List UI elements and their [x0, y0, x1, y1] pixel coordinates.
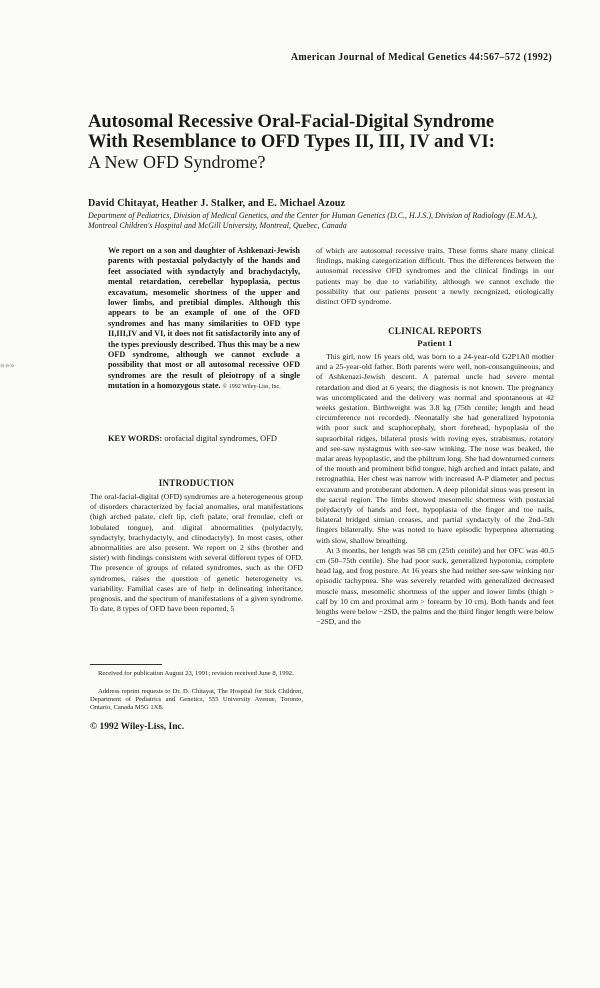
abstract-text: We report on a son and daughter of Ashkenazi-Jewish parents with postaxial polydactyly of the hands and feet associated with syndactyly and brachydactyly, mental retardation, cerebellar hypoplasia, pectus excavatum, mesomelic shortness of the upper and lower limbs, and pretibial dimples. Although this appears to be an example of one of the OFD syndromes and has many similarities to OFD type II,III,IV and VI, it does not fit satisfactorily into any of the types previously described. Thus this may be a new OFD syndrome, although we cannot exclude a possibility that most or all autosomal recessive OFD syndromes are the result of pleiotropy of a single mutation in a homozygous state. — [108, 246, 300, 391]
copyright-notice: © 1992 Wiley-Liss, Inc. — [90, 722, 185, 732]
introduction-body — [90, 492, 303, 614]
abstract-copyright-tag: © 1992 Wiley-Liss, Inc. — [222, 384, 281, 391]
introduction-heading: INTRODUCTION — [158, 478, 235, 488]
patient-1-heading: Patient 1 — [417, 338, 453, 348]
right-column-intro-continued — [316, 246, 554, 307]
abstract — [108, 246, 300, 393]
article-subtitle: A New OFD Syndrome? — [88, 152, 266, 172]
keywords-label: KEY WORDS: — [108, 434, 163, 443]
footnote-received: Received for publication August 23, 1991; revision received June 8, 1992. — [98, 670, 294, 677]
intro-continued-paragraph: of which are autosomal recessive traits. These forms share many clinical findings, making categorization difficult. Thus the differences between the autosomal recessive OFD syndromes and the clinical findings in our patients may be due to variability, although we cannot exclude the possibility that our patients present a newly recognized, etiologically distinct OFD syndrome. — [316, 246, 554, 307]
keywords-text: orofacial digital syndromes, OFD — [164, 434, 277, 443]
journal-header: American Journal of Medical Genetics 44:567–572 (1992) — [290, 52, 552, 63]
introduction-paragraph: The oral-facial-digital (OFD) syndromes are a heterogeneous group of disorders characterized by facial anomalies, oral manifestations (high arched palate, cleft lip, cleft palate, oral frenulae, cleft or lobulated tongue), and digital abnormalities (polydactyly, syndactyly, brachydactyly, and clinodactyly). In most cases, other abnormalities are also present. We report on 2 sibs (brother and sister) with findings consistent with several different types of OFD. The presence of groups of related syndromes, such as the OFD syndromes, raises the question of genetic heterogeneity vs. variability. Familial cases are of help in delineating inheritance, prognosis, and the spectrum of manifestations of a given syndrome. To date, 8 types of OFD have been reported, 5 — [90, 492, 303, 614]
keywords — [108, 434, 303, 445]
margin-scan-mark: »»» — [0, 361, 15, 370]
patient-1-paragraph-1: This girl, now 16 years old, was born to a 24-year-old G2P1A0 mother and a 25-year-old father. Both parents were well, non-consanguineous, and of Ashkenazi-Jewish descent. A paternal uncle had severe mental retardation and died at 6 years; the diagnosis is not known. The pregnancy was uncomplicated and the delivery was normal and spontaneous at 42 weeks gestation. Birthweight was 3.8 kg (75th centile; length and head circumference not recorded). Neonatally she had generalized hypotonia with poor suck and scaphocephaly, short forehead, hypoplasia of the supraorbital ridges, bilateral ptosis with roving eyes, strabismus, rotatory and see-saw nystagmus with see-saw winking. The nose was beaked, the malar areas hypoplastic, and the philtrum long. She had downturned corners of the mouth and prominent bifid tongue, high arched and intact palate, and retrognathia. Her chest was narrow with increased A-P diameter and pectus excavatum and protuberant abdomen. A deep pilonidal sinus was present in the sacral region. The limbs showed mesomelic shortness with postaxial polydactyly of hands and feet, hypoplasia of the finger and toe nails, bilateral bridged simian creases, and partial syndactyly of the 2nd–5th fingers bilaterally. She was noted to have episodic hyperpnea alternating with slow, shallow breathing. — [316, 352, 554, 545]
footnote-divider — [90, 664, 162, 665]
patient-1-paragraph-2: At 3 months, her length was 58 cm (25th centile) and her OFC was 40.5 cm (50–75th centile). She had poor suck, generalized hypotonia, complete head lag, and frog posture. At 16 years she had neither see-saw winking nor episodic tachypnea. She was severely retarded with generalized decreased muscle mass, mesomelic shortness of the upper and lower limbs (thigh > calf by 10 cm and proximal arm > forearm by 10 cm). Both hands and feet lengths were below −2SD, the palms and the third finger length were below −2SD, and the — [316, 545, 554, 627]
author-affiliation: Department of Pediatrics, Division of Medical Genetics, and the Center for Human Genetics (D.C., H.J.S.), Division of Radiology (E.M.A.), Montreal Children's Hospital and McGill University, Montreal, Quebec, Canada — [88, 211, 538, 230]
patient-1-body — [316, 352, 554, 627]
article-title — [88, 112, 568, 172]
title-line-2: With Resemblance to OFD Types II, III, IV and VI: — [88, 132, 495, 152]
author-list: David Chitayat, Heather J. Stalker, and E. Michael Azouz — [88, 198, 346, 209]
clinical-reports-heading: CLINICAL REPORTS — [388, 326, 482, 336]
footnote-reprint-address: Address reprint requests to Dr. D. Chitayat, The Hospital for Sick Children, Department of Pediatrics and Genetics, 555 University Avenue, Toronto, Ontario, Canada M5G 1X8. — [90, 688, 303, 712]
title-line-1: Autosomal Recessive Oral-Facial-Digital Syndrome — [88, 112, 495, 132]
